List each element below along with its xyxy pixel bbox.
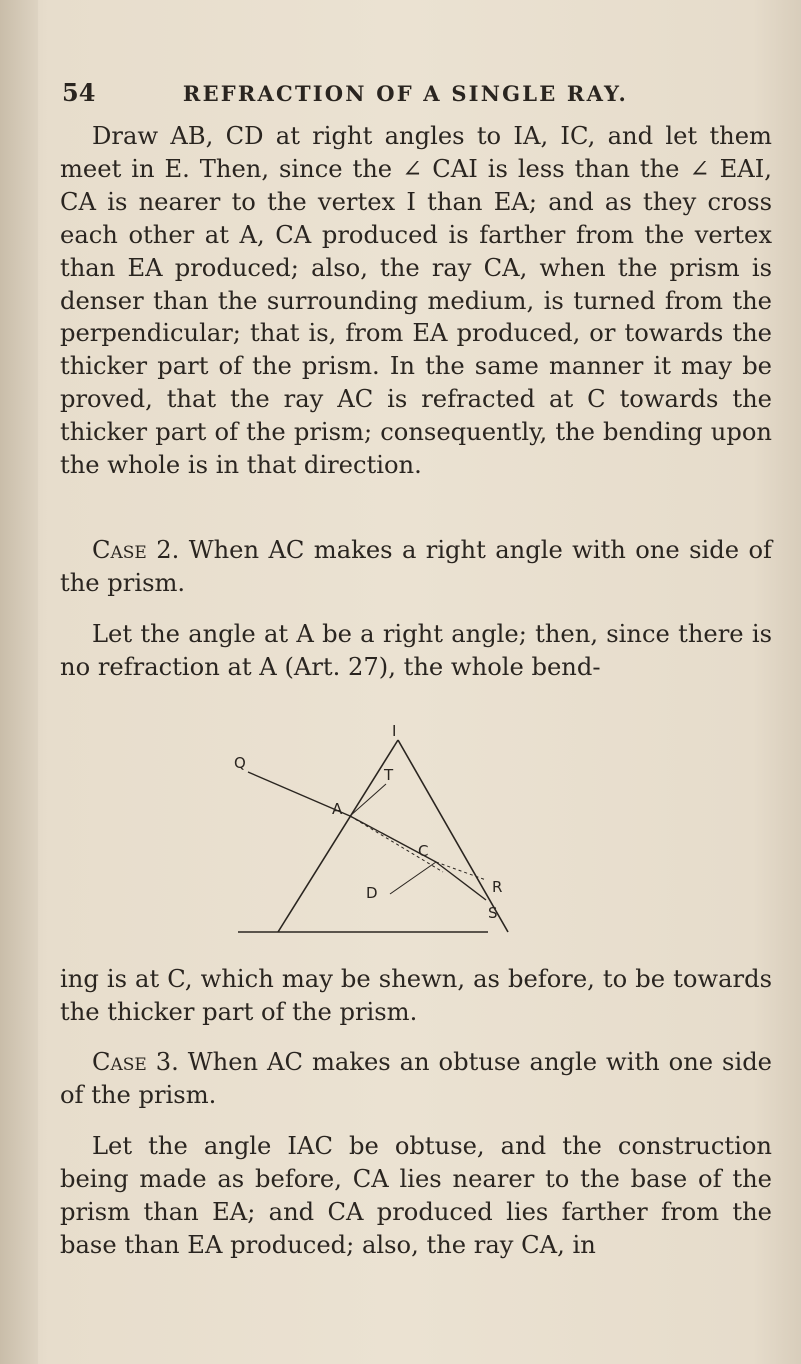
case-2-label: Case 2. [92,536,180,564]
emergent-produced-dotted [436,862,486,880]
label-r: R [492,878,503,896]
ray-produced-dotted [350,816,443,872]
paragraph-case-2 [60,534,772,600]
prism-left-side [278,740,398,932]
label-d: D [366,884,378,902]
page-number: 54 [62,78,96,107]
label-c: C [418,842,429,860]
normal-at-c [390,862,436,894]
paragraph-construction: Draw AB, CD at right angles to IA, IC, and let them meet in E. Then, since the ∠ CAI is less than the ∠ EAI, CA is nearer to the vertex I than EA; and as they cross each other at A, CA produced is farther from the vertex than EA produced; also, the ray CA, when the prism is denser than the surrounding medium, is turned from the perpendicular; that is, from EA produced, or towards the thicker part of the prism. In the same manner it may be proved, that the ray AC is refracted at C towards the thicker part of the prism; consequently, the bending upon the whole is in that direction. [60,122,772,480]
prism-diagram [218,722,548,952]
case-2-text: When AC makes a right angle with one side of the prism. [60,536,772,597]
paragraph-bending: ing is at C, which may be shewn, as before, to be towards the thicker part of the prism. [60,965,772,1026]
label-i: I [392,722,397,740]
paragraph-right-angle: Let the angle at A be a right angle; then, since there is no refraction at A (Art. 27), the whole bend- [60,620,772,681]
case-3-text: When AC makes an obtuse angle with one side of the prism. [60,1048,772,1109]
paragraph-obtuse: Let the angle IAC be obtuse, and the construction being made as before, CA lies nearer to the base of the prism than EA; and CA produced lies farther from the base than EA produced; also, the ray CA, in [60,1132,772,1259]
running-title: REFRACTION OF A SINGLE RAY. [182,81,629,106]
label-a: A [332,800,343,818]
label-t: T [384,766,394,784]
page-edge [0,0,38,1364]
label-q: Q [234,754,246,772]
label-s: S [488,904,498,922]
paragraph-case-3 [60,1046,772,1112]
running-header [62,78,762,107]
case-3-label: Case 3. [92,1048,179,1076]
